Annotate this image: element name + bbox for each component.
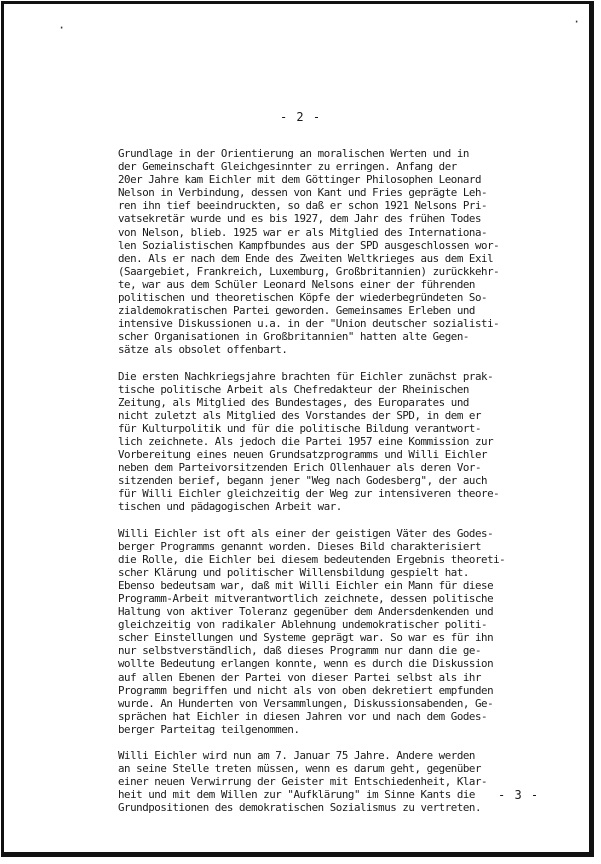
text-line: Willi Eichler wird nun am 7. Januar 75 Jahre. Andere werden bbox=[118, 749, 475, 763]
text-line: intensive Diskussionen u.a. in der "Union deutscher sozialisti- bbox=[118, 317, 500, 331]
text-line: scher Klärung und politischer Willensbildung gespielt hat. bbox=[118, 565, 469, 579]
text-line: auf allen Ebenen der Partei von dieser Partei selbst als ihr bbox=[118, 670, 482, 684]
text-line: Nelson in Verbindung, dessen von Kant und Fries geprägte Leh- bbox=[118, 186, 488, 200]
text-line: der Gemeinschaft Gleichgesinnter zu erringen. Anfang der bbox=[118, 160, 457, 174]
text-line: Zeitung, als Mitglied des Bundestages, des Europarates und bbox=[118, 395, 469, 409]
text-line: wollte Bedeutung erlangen konnte, wenn es durch die Diskussion bbox=[118, 657, 494, 671]
text-line: Vorbereitung eines neuen Grundsatzprogramms und Willi Eichler bbox=[118, 448, 488, 462]
text-line: sprächen hat Eichler in diesen Jahren vor und nach dem Godes- bbox=[118, 709, 488, 723]
text-line: Programm-Arbeit mitverantwortlich zeichnete, dessen politische bbox=[118, 592, 494, 605]
paragraph bbox=[118, 749, 548, 814]
text-line: politischen und theoretischen Köpfe der wiederbegründeten So- bbox=[118, 291, 488, 305]
text-line: nur selbstverständlich, daß dieses Programm nur dann die ge- bbox=[118, 644, 482, 658]
page-number: - 2 - bbox=[279, 110, 322, 124]
text-line: Grundpositionen des demokratischen Sozialismus zu vertreten. bbox=[118, 801, 482, 815]
paragraph bbox=[118, 147, 548, 357]
text-line: Haltung von aktiver Toleranz gegenüber dem Andersdenkenden und bbox=[118, 605, 494, 619]
text-line: len Sozialistischen Kampfbundes aus der SPD ausgeschlossen wor- bbox=[118, 238, 500, 252]
text-line: für Kulturpolitik und für die politische Bildung verantwort- bbox=[118, 421, 482, 435]
text-line: Die ersten Nachkriegsjahre brachten für Eichler zunächst prak- bbox=[118, 369, 494, 383]
text-line: (Saargebiet, Frankreich, Luxemburg, Großbritannien) zurückkehr- bbox=[118, 264, 500, 278]
paragraph bbox=[118, 370, 548, 514]
text-line: Grundlage in der Orientierung an moralischen Werten und in bbox=[118, 147, 469, 160]
next-page-marker: - 3 - bbox=[498, 788, 540, 802]
document-body bbox=[118, 147, 548, 828]
text-line: Willi Eichler ist oft als einer der geistigen Väter des Godes- bbox=[118, 526, 494, 540]
text-line: berger Programms genannt worden. Dieses Bild charakterisiert bbox=[118, 539, 482, 553]
text-line: die Rolle, die Eichler bei diesem bedeutenden Ergebnis theoreti- bbox=[118, 552, 506, 566]
text-line: berger Parteitag teilgenommen. bbox=[118, 722, 300, 736]
text-line: an seine Stelle treten müssen, wenn es darum geht, gegenüber bbox=[118, 762, 482, 776]
text-line: scher Einstellungen und Systeme geprägt war. So war es für ihn bbox=[118, 631, 494, 645]
text-line: den. Als er nach dem Ende des Zweiten Weltkrieges aus dem Exil bbox=[118, 251, 494, 265]
text-line: sitzenden berief, begann jener "Weg nach Godesberg", der auch bbox=[118, 474, 488, 488]
text-line: zialdemokratischen Partei geworden. Gemeinsames Erleben und bbox=[118, 304, 475, 318]
text-line: gleichzeitig von radikaler Ablehnung undemokratischer politi- bbox=[118, 618, 488, 632]
paragraph bbox=[118, 527, 548, 737]
text-line: sätze als obsolet offenbart. bbox=[118, 343, 288, 357]
text-line: tischen und pädagogischen Arbeit war. bbox=[118, 500, 342, 514]
text-line: vatsekretär wurde und es bis 1927, dem Jahr des frühen Todes bbox=[118, 212, 482, 226]
text-line: wurde. An Hunderten von Versammlungen, Diskussionsabenden, Ge- bbox=[118, 696, 494, 710]
scan-mark-top-right: · bbox=[573, 15, 581, 29]
text-line: nicht zuletzt als Mitglied des Vorstandes der SPD, in dem er bbox=[118, 408, 482, 422]
text-line: für Willi Eichler gleichzeitig der Weg zur intensiveren theore- bbox=[118, 487, 500, 501]
text-line: lich zeichnete. Als jedoch die Partei 1957 eine Kommission zur bbox=[118, 434, 494, 448]
text-line: heit und mit dem Willen zur "Aufklärung" im Sinne Kants die bbox=[118, 788, 475, 802]
text-line: Programm begriffen und nicht als von oben dekretiert empfunden bbox=[118, 683, 494, 697]
text-line: tische politische Arbeit als Chefredakteur der Rheinischen bbox=[118, 382, 469, 396]
scan-mark-top-left: · bbox=[58, 21, 66, 35]
text-line: neben dem Parteivorsitzenden Erich Ollenhauer als deren Vor- bbox=[118, 461, 482, 475]
text-line: te, war aus dem Schüler Leonard Nelsons einer der führenden bbox=[118, 277, 475, 291]
text-line: einer neuen Verwirrung der Geister mit Entschiedenheit, Klar- bbox=[118, 775, 488, 789]
text-line: scher Organisationen in Großbritannien" hatten alte Gegen- bbox=[118, 330, 469, 344]
text-line: von Nelson, blieb. 1925 war er als Mitglied des Internationa- bbox=[118, 225, 488, 239]
text-line: Ebenso bedeutsam war, daß mit Willi Eichler ein Mann für diese bbox=[118, 578, 494, 592]
text-line: ren ihn tief beeindruckten, so daß er schon 1921 Nelsons Pri- bbox=[118, 199, 488, 213]
text-line: 20er Jahre kam Eichler mit dem Göttinger Philosophen Leonard bbox=[118, 173, 482, 187]
